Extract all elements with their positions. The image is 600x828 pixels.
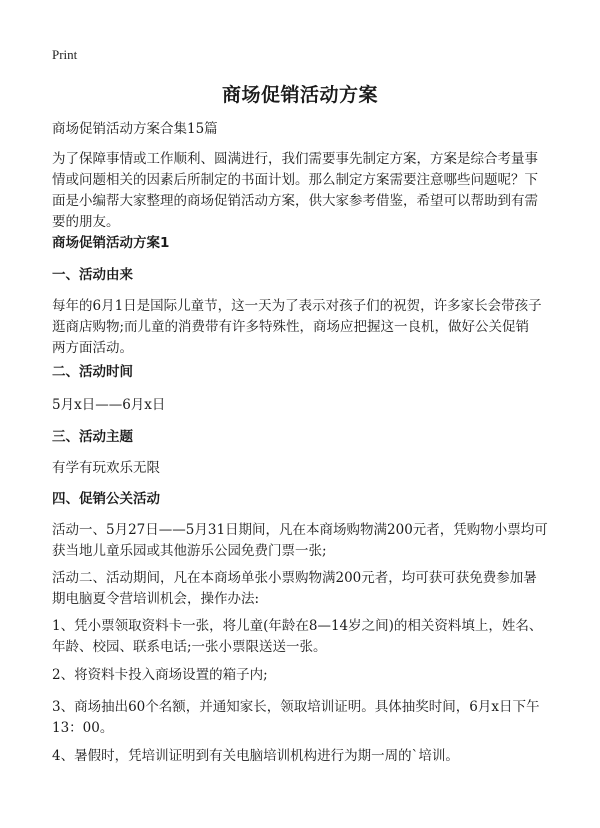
paragraph-theme: [52, 458, 552, 479]
heading-theme-text: 三、活动主题: [52, 429, 133, 445]
paragraph-step-three: [52, 697, 552, 739]
heading-activities-text: 四、促销公关活动: [52, 491, 160, 507]
print-label: Print: [52, 47, 78, 62]
intro-paragraph: [52, 149, 552, 233]
paragraph-activity-two: [52, 568, 552, 610]
paragraph-origin: [52, 296, 552, 359]
paragraph-line: 每年的6月1日是国际儿童节，这一天为了表示对孩子们的祝贺，许多家长会带孩子: [52, 298, 542, 314]
paragraph-step-four: [52, 746, 552, 767]
paragraph-time: [52, 395, 552, 416]
heading-time: [52, 362, 552, 383]
heading-origin: [52, 265, 552, 286]
paragraph-line: 5月x日——6月x日: [52, 397, 166, 413]
intro-line: 情或问题相关的因素后所制定的书面计划。那么制定方案需要注意哪些问题呢？下: [52, 172, 538, 188]
heading-time-text: 二、活动时间: [52, 364, 133, 380]
heading-theme: [52, 427, 552, 448]
paragraph-line: 逛商店购物;而儿童的消费带有许多特殊性，商场应把握这一良机，做好公关促销: [52, 319, 530, 335]
paragraph-line: 两方面活动。: [52, 340, 133, 356]
paragraph-line: 期电脑夏令营培训机会，操作办法:: [52, 591, 260, 607]
paragraph-step-two: [52, 665, 552, 686]
intro-line: 为了保障事情或工作顺利、圆满进行，我们需要事先制定方案，方案是综合考量事: [52, 151, 538, 167]
paragraph-line: 有学有玩欢乐无限: [52, 460, 160, 476]
paragraph-line: 活动一、5月27日——5月31日期间，凡在本商场购物满200元者，凭购物小票均可: [52, 522, 548, 538]
paragraph-line: 4、暑假时，凭培训证明到有关电脑培训机构进行为期一周的`培训。: [52, 748, 459, 764]
paragraph-line: 3、商场抽出60个名额，并通知家长，领取培训证明。具体抽奖时间，6月x日下午: [52, 699, 540, 715]
intro-line: 面是小编帮大家整理的商场促销活动方案，供大家参考借鉴，希望可以帮助到有需: [52, 193, 538, 209]
section-title: [52, 233, 552, 254]
paragraph-line: 年龄、校园、联系电话;一张小票限送送一张。: [52, 639, 327, 655]
subtitle-text: 商场促销活动方案合集15篇: [52, 121, 218, 137]
paragraph-line: 13：00。: [52, 720, 114, 736]
paragraph-line: 1、凭小票领取资料卡一张，将儿童(年龄在8—14岁之间)的相关资料填上，姓名、: [52, 618, 543, 634]
subtitle: [52, 119, 552, 140]
paragraph-line: 活动二、活动期间，凡在本商场单张小票购物满200元者，均可获可获免费参加暑: [52, 570, 537, 586]
paragraph-line: 2、将资料卡投入商场设置的箱子内;: [52, 667, 268, 683]
paragraph-line: 获当地儿童乐园或其他游乐公园免费门票一张;: [52, 543, 327, 559]
paragraph-step-one: [52, 616, 552, 658]
document-title: 商场促销活动方案: [221, 84, 378, 106]
heading-activities: [52, 489, 552, 510]
heading-origin-text: 一、活动由来: [52, 267, 133, 283]
section-title-text: 商场促销活动方案1: [52, 235, 170, 251]
intro-line: 要的朋友。: [52, 214, 120, 230]
paragraph-activity-one: [52, 520, 552, 562]
